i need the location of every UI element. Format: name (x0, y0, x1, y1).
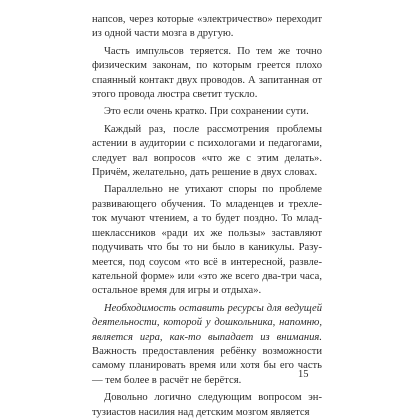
page-number: 15 (298, 369, 309, 380)
paragraph: Каждый раз, после рассмотрения проблемы астении в аудитории с психологами и педагогами, следует вал вопросов «что же с этим делать». Причём, желательно, дать решение в двух словах. (92, 123, 322, 179)
body-text (92, 13, 322, 420)
paragraph: Довольно логично следующим вопросом энтузиастов насилия над детским мозгом является (92, 392, 322, 418)
paragraph-continuation: напсов, через которые «электричество» переходит из одной части мозга в другую. (92, 14, 322, 40)
paragraph: Это если очень кратко. При сохранении сути. (104, 106, 309, 118)
paragraph: Часть импульсов теряется. По тем же точно физическим законам, по которым греется плохо спаянный контакт двух проводов. А запитанная от этого провода люстра светит тускло. (92, 45, 322, 101)
paragraph-rest: Важность предоставления ребёнку возможности самому планировать время или хотя бы его часть — тем более в расчёт не берётся. (92, 345, 322, 386)
paragraph: Параллельно не утихают споры по проблеме развивающего обучения. То младенцев и трехлеток мучают чтением, а то будет поздно. То младшеклассников «ради их же пользы» заставляют подучивать что бы то ни было в каникулы. Разумеется, под соусом «то всё в интересной, развлекательной форме» или «это же всего два-три часа, остальное время для игры и отдыха». (92, 184, 322, 297)
paragraph-emphasis (92, 302, 322, 388)
italic-emphasis: Необходимость оставить ресурсы для ведущей деятельности, которой у дошкольника, напомню, является игра, как-то выпадает из внимания. (92, 302, 322, 343)
